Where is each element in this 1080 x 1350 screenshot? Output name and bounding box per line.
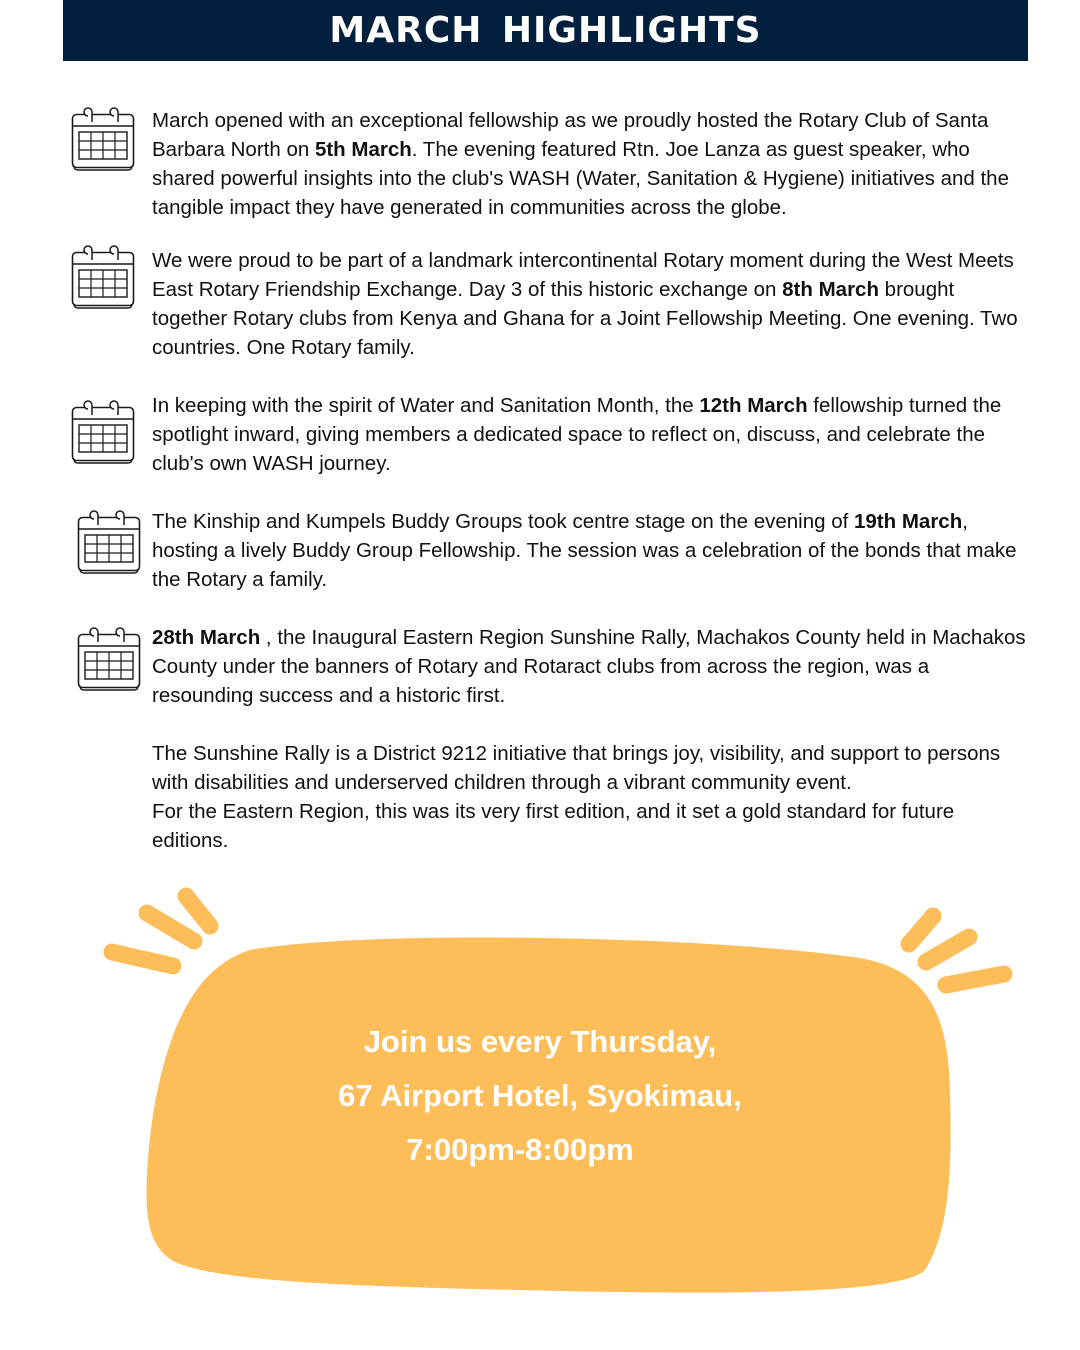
cta-line-venue: 67 Airport Hotel, Syokimau, bbox=[338, 1078, 742, 1113]
calendar-icon bbox=[70, 106, 136, 172]
meeting-info-banner bbox=[0, 870, 1080, 1310]
highlight-paragraph: The Kinship and Kumpels Buddy Groups took centre stage on the evening of 19th March, hosting a lively Buddy Group Fellowship. The session was a celebration of the bonds that make the Rotary a family. bbox=[152, 510, 1017, 591]
page-title: MARCH HIGHLIGHTS bbox=[63, 0, 1028, 61]
cta-line-time: 7:00pm-8:00pm bbox=[406, 1132, 634, 1167]
calendar-icon bbox=[76, 626, 142, 692]
calendar-icon bbox=[70, 244, 136, 310]
highlight-paragraph: March opened with an exceptional fellowship as we proudly hosted the Rotary Club of Santa Barbara North on 5th March. The evening featured Rtn. Joe Lanza as guest speaker, who shared powerful insights into the club's WASH (Water, Sanitation & Hygiene) initiatives and the tangible impact they have generated in communities across the globe. bbox=[152, 109, 1009, 219]
calendar-icon bbox=[76, 509, 142, 575]
cta-line-day: Join us every Thursday, bbox=[363, 1024, 717, 1059]
calendar-icon bbox=[70, 399, 136, 465]
highlight-paragraph: In keeping with the spirit of Water and Sanitation Month, the 12th March fellowship turned the spotlight inward, giving members a dedicated space to reflect on, discuss, and celebrate the club's own WASH journey. bbox=[152, 394, 1002, 475]
sunshine-rally-paragraph: The Sunshine Rally is a District 9212 initiative that brings joy, visibility, and support to persons with disabilities and underserved children through a vibrant community event. For the Eastern Region, this was its very first edition, and it set a gold standard for future editions. bbox=[152, 742, 1001, 852]
highlight-paragraph: We were proud to be part of a landmark intercontinental Rotary moment during the West Meets East Rotary Friendship Exchange. Day 3 of this historic exchange on 8th March brought together Rotary clubs from Kenya and Ghana for a Joint Fellowship Meeting. One evening. Two countries. One Rotary family. bbox=[152, 249, 1018, 359]
highlight-paragraph: 28th March , the Inaugural Eastern Region Sunshine Rally, Machakos County held in Machakos County under the banners of Rotary and Rotaract clubs from across the region, was a resounding success and a historic first. bbox=[152, 626, 1026, 707]
